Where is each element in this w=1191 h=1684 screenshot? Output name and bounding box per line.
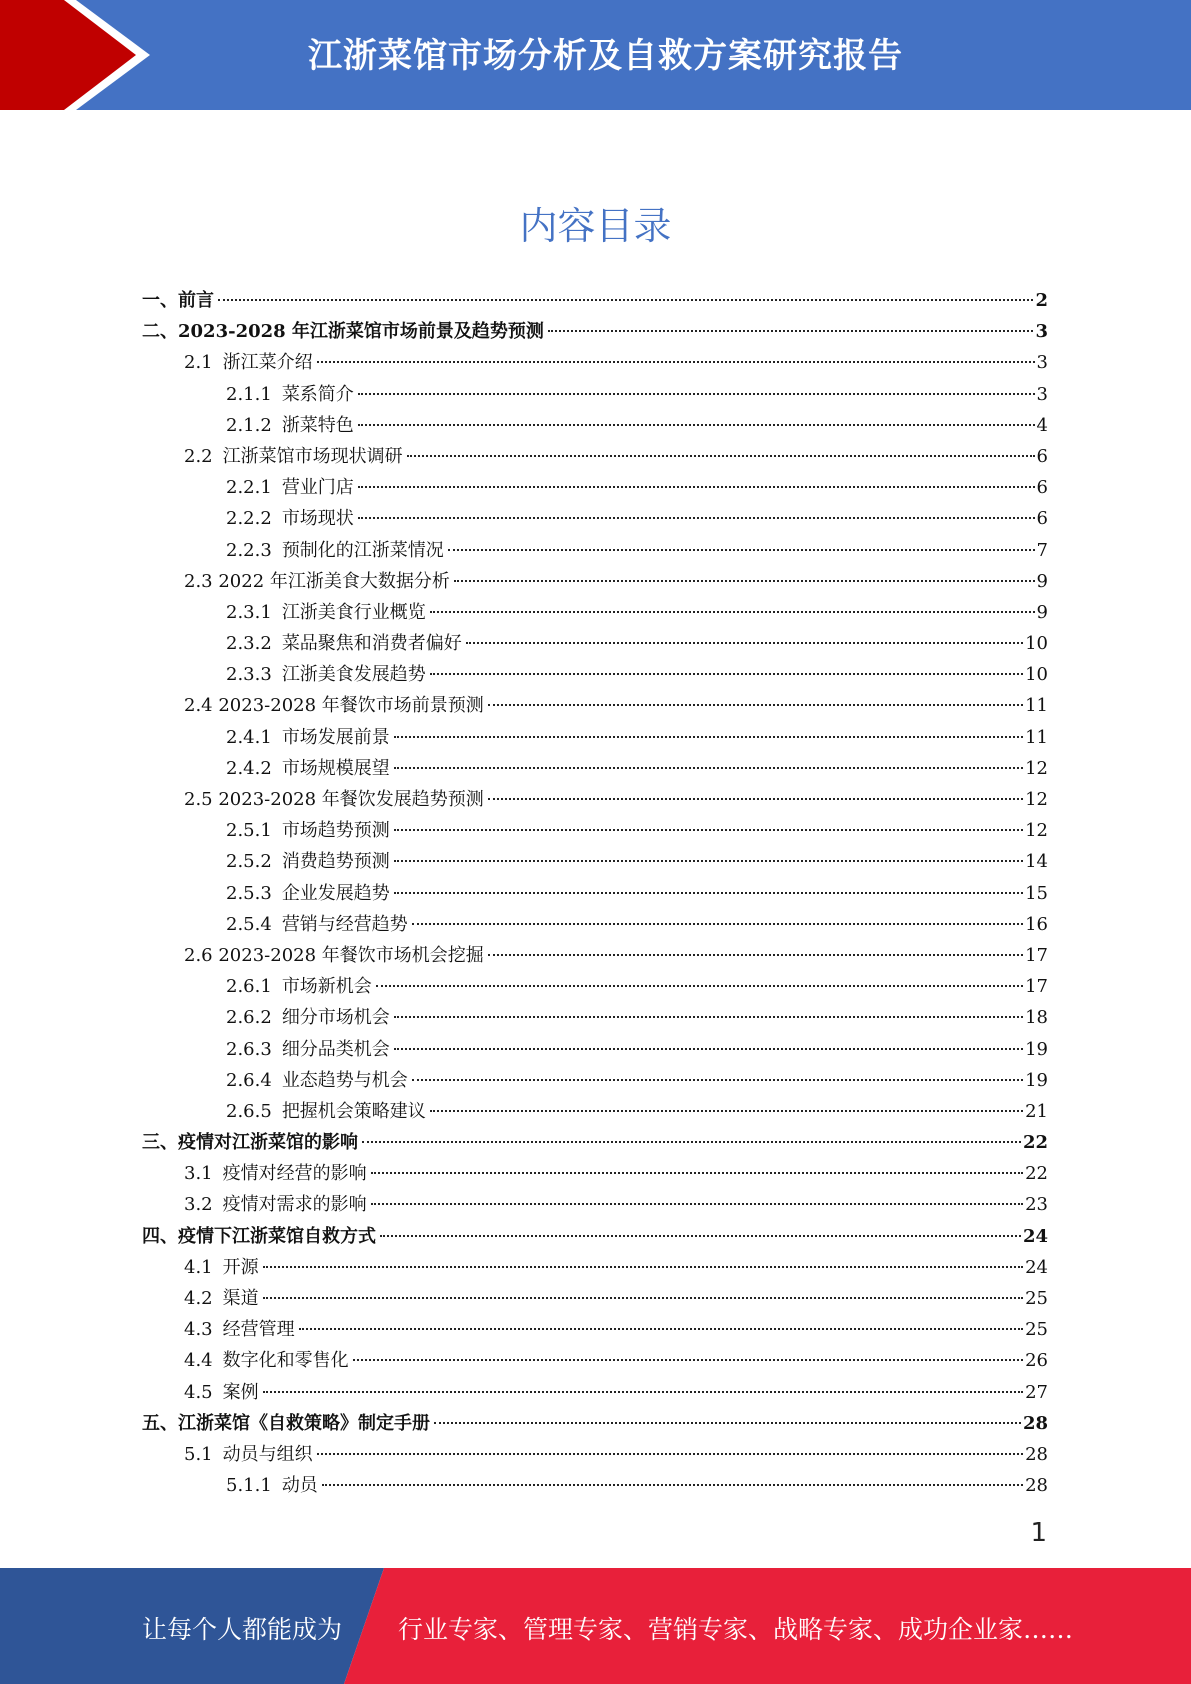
toc-entry[interactable] xyxy=(142,503,1048,534)
toc-entry-title: 菜品聚焦和消费者偏好 xyxy=(281,633,462,655)
toc-entry-page: 22 xyxy=(1022,1132,1048,1154)
toc-entry-number: 2.4.2 xyxy=(226,757,272,779)
toc-entry-page: 27 xyxy=(1025,1381,1048,1403)
toc-dot-leader xyxy=(394,829,1023,831)
toc-entry[interactable] xyxy=(142,1314,1048,1345)
toc-entry-number: 2.2.2 xyxy=(226,508,272,530)
toc-dot-leader xyxy=(353,1359,1023,1361)
toc-entry-title: 江浙美食行业概览 xyxy=(281,601,426,623)
toc-entry-title: 2.3 2022 年江浙美食大数据分析 xyxy=(184,570,450,592)
toc-entry-title: 预制化的江浙菜情况 xyxy=(281,539,444,561)
toc-entry[interactable] xyxy=(142,1439,1048,1470)
toc-entry-page: 22 xyxy=(1025,1163,1048,1185)
toc-entry-number: 2.3.2 xyxy=(226,633,272,655)
toc-entry-number: 2.5.1 xyxy=(226,820,272,842)
toc-entry-page: 11 xyxy=(1025,726,1048,748)
toc-entry[interactable] xyxy=(142,628,1048,659)
toc-entry-title: 把握机会策略建议 xyxy=(281,1100,426,1122)
toc-entry-number: 2.2.3 xyxy=(226,539,272,561)
toc-entry-page: 18 xyxy=(1025,1007,1048,1029)
toc-entry-page: 28 xyxy=(1025,1443,1048,1465)
toc-entry-page: 9 xyxy=(1036,601,1048,623)
toc-entry-title: 四、疫情下江浙菜馆自救方式 xyxy=(142,1225,376,1247)
toc-entry-page: 6 xyxy=(1036,445,1048,467)
toc-dot-leader xyxy=(317,361,1035,363)
toc-entry[interactable] xyxy=(142,971,1048,1002)
toc-entry[interactable] xyxy=(142,659,1048,690)
toc-entry[interactable] xyxy=(142,815,1048,846)
toc-entry-page: 3 xyxy=(1035,321,1048,343)
toc-entry-page: 10 xyxy=(1025,664,1048,686)
toc-entry-page: 24 xyxy=(1025,1256,1048,1278)
toc-entry-number: 2.3.3 xyxy=(226,664,272,686)
toc-entry-title: 营销与经营趋势 xyxy=(281,913,408,935)
toc-entry-title: 2.5 2023-2028 年餐饮发展趋势预测 xyxy=(184,789,484,810)
toc-entry-page: 3 xyxy=(1036,383,1048,405)
toc-dot-leader xyxy=(394,1016,1023,1018)
toc-entry-title: 疫情对经营的影响 xyxy=(222,1163,367,1185)
toc-entry-number: 2.5.4 xyxy=(226,913,272,935)
toc-dot-leader xyxy=(454,580,1035,582)
toc-entry[interactable] xyxy=(142,472,1048,503)
toc-entry-title: 江浙美食发展趋势 xyxy=(281,664,426,686)
toc-dot-leader xyxy=(394,860,1023,862)
toc-dot-leader xyxy=(371,1203,1023,1205)
toc-entry-page: 26 xyxy=(1025,1350,1048,1372)
footer-slogan-right: 行业专家、管理专家、营销专家、战略专家、成功企业家…… xyxy=(398,1615,1074,1644)
toc-entry-title: 市场规模展望 xyxy=(281,757,390,779)
toc-heading: 内容目录 xyxy=(519,204,672,248)
toc-entry-page: 25 xyxy=(1025,1319,1048,1341)
toc-dot-leader xyxy=(358,393,1035,395)
toc-entry-title: 三、疫情对江浙菜馆的影响 xyxy=(142,1132,358,1154)
toc-entry-title: 浙江菜介绍 xyxy=(222,352,313,374)
page-number: 1 xyxy=(1030,1518,1047,1548)
toc-entry-title: 数字化和零售化 xyxy=(222,1350,349,1372)
toc-entry-page: 6 xyxy=(1036,477,1048,499)
toc-entry[interactable] xyxy=(142,753,1048,784)
toc-dot-leader xyxy=(448,549,1035,551)
toc-entry[interactable] xyxy=(142,410,1048,441)
toc-entry-number: 2.6.4 xyxy=(226,1069,272,1091)
toc-dot-leader xyxy=(394,767,1023,769)
toc-entry-title: 业态趋势与机会 xyxy=(281,1069,408,1091)
toc-entry-page: 19 xyxy=(1025,1069,1048,1091)
toc-entry-page: 10 xyxy=(1025,633,1048,655)
toc-entry-title: 浙菜特色 xyxy=(281,414,354,436)
toc-entry-page: 24 xyxy=(1022,1225,1048,1247)
toc-entry-page: 2 xyxy=(1035,290,1048,311)
toc-dot-leader xyxy=(394,892,1023,894)
toc-dot-leader xyxy=(430,1110,1023,1112)
toc-entry[interactable] xyxy=(142,535,1048,566)
toc-entry[interactable] xyxy=(142,878,1048,909)
toc-entry-title: 疫情对需求的影响 xyxy=(222,1194,367,1216)
toc-dot-leader xyxy=(394,736,1023,738)
toc-entry-number: 3.2 xyxy=(184,1194,213,1216)
toc-entry-number: 2.1.2 xyxy=(226,414,272,436)
toc-dot-leader xyxy=(322,1484,1023,1486)
toc-entry-page: 12 xyxy=(1025,789,1048,810)
toc-entry-number: 4.5 xyxy=(184,1381,213,1403)
toc-dot-leader xyxy=(376,985,1023,987)
toc-entry-title: 五、江浙菜馆《自救策略》制定手册 xyxy=(142,1412,430,1434)
toc-dot-leader xyxy=(430,611,1035,613)
toc-entry[interactable] xyxy=(142,784,1048,815)
toc-dot-leader xyxy=(371,1172,1023,1174)
toc-entry-number: 2.6.5 xyxy=(226,1100,272,1122)
toc-entry-number: 4.3 xyxy=(184,1319,213,1341)
toc-entry-title: 细分品类机会 xyxy=(281,1038,390,1060)
header-banner xyxy=(0,0,1191,110)
toc-entry-page: 14 xyxy=(1025,851,1048,873)
toc-entry-page: 17 xyxy=(1025,976,1048,998)
toc-entry-page: 4 xyxy=(1036,414,1048,436)
toc-entry[interactable] xyxy=(142,1345,1048,1376)
toc-entry[interactable] xyxy=(142,1252,1048,1283)
toc-entry-number: 2.6.2 xyxy=(226,1007,272,1029)
toc-entry-page: 25 xyxy=(1025,1288,1048,1309)
toc-entry[interactable] xyxy=(142,1283,1048,1314)
toc-entry-number: 2.6.1 xyxy=(226,976,272,998)
toc-entry-title: 经营管理 xyxy=(222,1319,295,1341)
report-title: 江浙菜馆市场分析及自救方案研究报告 xyxy=(308,36,903,76)
toc-dot-leader xyxy=(430,673,1023,675)
footer-banner xyxy=(0,1568,1191,1684)
toc-entry[interactable] xyxy=(142,940,1048,971)
toc-entry[interactable] xyxy=(142,441,1048,472)
toc-dot-leader xyxy=(317,1453,1023,1455)
toc-entry-number: 5.1 xyxy=(184,1443,213,1465)
toc-entry-title: 消费趋势预测 xyxy=(281,851,390,873)
toc-entry-title: 细分市场机会 xyxy=(281,1007,390,1029)
toc-entry-number: 4.4 xyxy=(184,1350,213,1372)
toc-dot-leader xyxy=(358,517,1035,519)
toc-entry-page: 23 xyxy=(1025,1194,1048,1216)
toc-entry-title: 案例 xyxy=(222,1381,259,1403)
toc-entry-number: 2.1 xyxy=(184,352,213,374)
toc-entry-page: 19 xyxy=(1025,1038,1048,1060)
toc-entry[interactable] xyxy=(142,1034,1048,1065)
toc-entry-title: 市场新机会 xyxy=(281,976,372,998)
toc-dot-leader xyxy=(412,1079,1023,1081)
toc-entry-number: 4.2 xyxy=(184,1288,213,1309)
toc-entry-page: 11 xyxy=(1025,695,1048,717)
toc-entry-title: 开源 xyxy=(222,1256,259,1278)
toc-entry-number: 4.1 xyxy=(184,1256,213,1278)
toc-entry[interactable] xyxy=(142,690,1048,721)
toc-entry-title: 企业发展趋势 xyxy=(281,882,390,904)
toc-entry[interactable] xyxy=(142,1470,1048,1501)
toc-entry[interactable] xyxy=(142,1408,1048,1439)
toc-entry-page: 28 xyxy=(1025,1475,1048,1497)
toc-entry[interactable] xyxy=(142,1377,1048,1408)
toc-dot-leader xyxy=(263,1266,1023,1268)
toc-entry[interactable] xyxy=(142,1096,1048,1127)
toc-entry-page: 7 xyxy=(1036,539,1048,561)
toc-entry-title: 江浙菜馆市场现状调研 xyxy=(222,445,403,467)
toc-entry-title: 渠道 xyxy=(222,1288,259,1309)
toc-entry-title: 动员 xyxy=(281,1475,318,1497)
toc-entry-title: 市场发展前景 xyxy=(281,726,390,748)
toc-entry[interactable] xyxy=(142,1158,1048,1189)
toc-entry-page: 15 xyxy=(1025,882,1048,904)
toc-entry[interactable] xyxy=(142,722,1048,753)
toc-entry-page: 21 xyxy=(1025,1100,1048,1122)
toc-dot-leader xyxy=(380,1235,1021,1237)
toc-entry-title: 市场现状 xyxy=(281,508,354,530)
toc-entry-page: 16 xyxy=(1025,913,1048,935)
toc-entry-number: 2.2.1 xyxy=(226,477,272,499)
toc-dot-leader xyxy=(488,704,1023,706)
toc-dot-leader xyxy=(548,330,1034,332)
toc-dot-leader xyxy=(488,798,1023,800)
toc-entry-number: 2.3.1 xyxy=(226,601,272,623)
toc-dot-leader xyxy=(488,954,1023,956)
toc-entry-page: 12 xyxy=(1025,820,1048,842)
toc-entry-title: 市场趋势预测 xyxy=(281,820,390,842)
toc-dot-leader xyxy=(358,424,1035,426)
toc-entry-title: 营业门店 xyxy=(281,477,354,499)
toc-entry-number: 2.5.3 xyxy=(226,882,272,904)
toc-entry[interactable] xyxy=(142,597,1048,628)
toc-entry[interactable] xyxy=(142,1127,1048,1158)
toc-entry-page: 3 xyxy=(1036,352,1048,374)
toc-entry[interactable] xyxy=(142,566,1048,597)
toc-entry-number: 3.1 xyxy=(184,1163,213,1185)
toc-entry[interactable] xyxy=(142,379,1048,410)
toc-entry-page: 6 xyxy=(1036,508,1048,530)
toc-entry-number: 2.1.1 xyxy=(226,383,272,405)
toc-entry[interactable] xyxy=(142,1065,1048,1096)
toc-entry-title: 动员与组织 xyxy=(222,1443,313,1465)
toc-dot-leader xyxy=(358,486,1035,488)
toc-entry-number: 2.6.3 xyxy=(226,1038,272,1060)
table-of-contents xyxy=(142,285,1048,1501)
toc-entry-title: 一、前言 xyxy=(142,290,214,311)
toc-entry-page: 28 xyxy=(1022,1412,1048,1434)
toc-entry-title: 二、2023-2028 年江浙菜馆市场前景及趋势预测 xyxy=(142,321,544,343)
toc-dot-leader xyxy=(263,1391,1023,1393)
toc-dot-leader xyxy=(362,1141,1021,1143)
toc-dot-leader xyxy=(434,1422,1021,1424)
toc-dot-leader xyxy=(394,1048,1023,1050)
toc-entry[interactable] xyxy=(142,846,1048,877)
toc-entry[interactable] xyxy=(142,1189,1048,1220)
toc-entry-number: 5.1.1 xyxy=(226,1475,272,1497)
toc-entry-title: 菜系简介 xyxy=(281,383,354,405)
toc-dot-leader xyxy=(407,455,1035,457)
toc-entry-page: 9 xyxy=(1036,570,1048,592)
toc-entry[interactable] xyxy=(142,347,1048,378)
toc-dot-leader xyxy=(299,1328,1023,1330)
toc-dot-leader xyxy=(263,1297,1023,1299)
toc-entry[interactable] xyxy=(142,285,1048,316)
toc-dot-leader xyxy=(218,299,1033,301)
toc-dot-leader xyxy=(412,923,1023,925)
toc-entry[interactable] xyxy=(142,909,1048,940)
footer-slogan-left: 让每个人都能成为 xyxy=(142,1615,343,1644)
toc-entry[interactable] xyxy=(142,1002,1048,1033)
toc-entry-page: 12 xyxy=(1025,757,1048,779)
toc-dot-leader xyxy=(466,642,1023,644)
toc-entry-number: 2.2 xyxy=(184,445,213,467)
toc-entry-number: 2.5.2 xyxy=(226,851,272,873)
toc-entry[interactable] xyxy=(142,316,1048,347)
toc-entry-title: 2.4 2023-2028 年餐饮市场前景预测 xyxy=(184,695,484,717)
toc-entry-page: 17 xyxy=(1025,944,1048,966)
toc-entry-title: 2.6 2023-2028 年餐饮市场机会挖掘 xyxy=(184,944,484,966)
toc-entry[interactable] xyxy=(142,1221,1048,1252)
toc-entry-number: 2.4.1 xyxy=(226,726,272,748)
